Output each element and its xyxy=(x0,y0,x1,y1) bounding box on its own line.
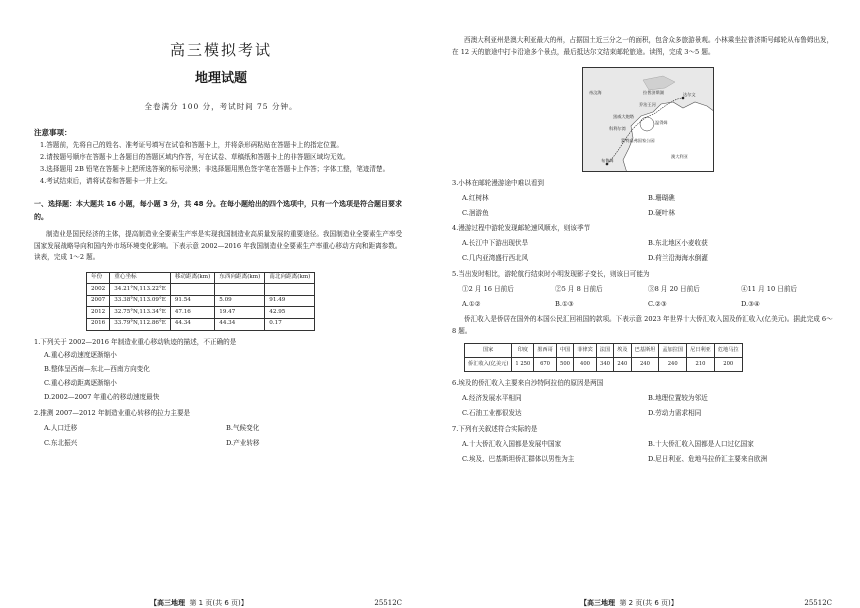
option-b[interactable]: B.东北地区小麦收获 xyxy=(648,239,708,248)
page-left xyxy=(0,0,430,607)
map-label: 温得姆 xyxy=(655,119,668,125)
option-d[interactable]: D.2002—2007 年重心的移动速度最快 xyxy=(44,393,160,402)
option-a[interactable]: A.长江中下游出现伏旱 xyxy=(462,239,529,248)
table-cell: 中国 xyxy=(556,344,573,358)
table-row xyxy=(87,295,315,307)
footer-pages: 第 2 页(共 6 页)】 xyxy=(619,599,678,607)
table-cell: 44.34 xyxy=(170,318,214,330)
table-header: 南北向距离(km) xyxy=(265,272,315,284)
table-cell: 200 xyxy=(714,358,742,372)
question-stem: 2.推测 2007—2012 年制造业重心转移的拉力主要是 xyxy=(34,408,191,417)
table-cell: 47.16 xyxy=(170,307,214,319)
table-cell: 2007 xyxy=(87,295,110,307)
table-cell: 19.47 xyxy=(215,307,265,319)
exam-title: 高三模拟考试 xyxy=(169,41,272,59)
notice-item: 2.请按题号顺序在答题卡上各题目的答题区域内作答，写在试卷、草稿纸和答题卡上的非答题区域均无效。 xyxy=(40,152,350,161)
options xyxy=(452,188,834,218)
option-c[interactable]: C.重心移动距离逐渐缩小 xyxy=(44,379,117,388)
options xyxy=(452,388,834,418)
options xyxy=(452,300,834,309)
map-label: 达尔文 xyxy=(683,91,696,97)
option-b[interactable]: B.十大侨汇收入国都是人口过亿国家 xyxy=(648,440,754,449)
table-cell: 210 xyxy=(687,358,715,372)
table-cell: 墨西哥 xyxy=(534,344,557,358)
option-d[interactable]: D.尼日利亚、危地马拉侨汇主要来自欧洲 xyxy=(648,454,768,463)
table-cell: 240 xyxy=(614,358,631,372)
intro-paragraph-2: 侨汇收入是侨居在国外的本国公民汇回祖国的款项。下表示意 2023 年世界十大侨汇收入国及侨汇收入(亿美元)。据此完成 6～8 题。 xyxy=(452,314,833,335)
table-cell: 400 xyxy=(574,358,597,372)
question-stem: 3.小林在邮轮漫游途中难以看到 xyxy=(452,178,545,187)
table-cell: 42.95 xyxy=(265,307,315,319)
notice-title: 注意事项： xyxy=(34,127,72,137)
question-4 xyxy=(452,224,834,263)
score-line: 全卷满分 100 分，考试时间 75 分钟。 xyxy=(144,101,298,111)
table-cell: 33.79°N,112.86°E xyxy=(110,318,171,330)
option-b[interactable]: B.地理位置较为邻近 xyxy=(648,394,708,403)
option-b[interactable]: B.①③ xyxy=(555,299,574,308)
table-cell: 巴基斯坦 xyxy=(631,344,659,358)
question-2 xyxy=(34,409,408,448)
question-5 xyxy=(452,270,834,309)
date-item: ④11 月 10 日前后 xyxy=(741,284,798,293)
question-1 xyxy=(34,338,408,402)
notice-item: 1.答题前，先将自己的姓名、准考证号填写在试卷和答题卡上，并将条形码粘贴在答题卡上的指定位置。 xyxy=(40,141,344,150)
table-cell: 44.34 xyxy=(215,318,265,330)
date-item: ①2 月 16 日前后 xyxy=(462,284,514,293)
options xyxy=(34,418,408,448)
table-cell: 2016 xyxy=(87,318,110,330)
section-title: 一、选择题：本大题共 16 小题，每小题 3 分，共 48 分。在每小题给出的四个选项中，只有一个选项是符合题目要求的。 xyxy=(34,199,402,221)
option-a[interactable]: A.十大侨汇收入国都是发展中国家 xyxy=(462,440,562,449)
table-cell: 240 xyxy=(659,358,687,372)
table-header-row xyxy=(87,272,315,284)
table-header: 重心坐标 xyxy=(110,272,171,284)
map-label: 布鲁姆 xyxy=(601,157,614,163)
table-cell: 埃及 xyxy=(614,344,631,358)
option-b[interactable]: B.气候变化 xyxy=(226,423,260,432)
option-a[interactable]: A.重心移动速度逐渐缩小 xyxy=(44,351,117,360)
table-header: 侨汇收入(亿美元) xyxy=(465,358,512,372)
table-cell: 91.49 xyxy=(265,295,315,307)
table-cell: 孟加拉国 xyxy=(659,344,687,358)
table-cell: 法国 xyxy=(596,344,613,358)
table-cell: 500 xyxy=(556,358,573,372)
map-label: 拉普济斯湖 xyxy=(643,89,664,95)
route-map xyxy=(582,67,714,172)
table-cell: 5.09 xyxy=(215,295,265,307)
question-stem: 7.下列有关叙述符合实际的是 xyxy=(452,425,538,434)
map-label: 帝汶海 xyxy=(589,89,602,95)
intro-paragraph: 西澳大利亚州是澳大利亚最大的州，占据国土近三分之一的面积，包含众多旅游景观。小林乘坐拉普济斯号邮轮从布鲁姆出发，在 12 天的旅途中打卡沿途多个景点，最后抵达尔文结束邮轮旅途。读图，完成 3～5 题。 xyxy=(452,36,834,56)
table-cell: 0.17 xyxy=(265,318,315,330)
map-label: 澳大利亚 xyxy=(671,153,688,159)
option-c[interactable]: C.几内亚湾盛行西北风 xyxy=(462,254,529,263)
option-b[interactable]: B.珊瑚礁 xyxy=(648,193,675,202)
table-row xyxy=(87,284,315,296)
map-label: 黑威大炮塔 xyxy=(613,113,634,119)
date-item: ③8 月 20 日前后 xyxy=(648,284,700,293)
options xyxy=(452,434,834,464)
options xyxy=(452,233,834,263)
table-row xyxy=(465,358,743,372)
table-cell xyxy=(215,284,265,296)
question-6 xyxy=(452,379,834,418)
date-item: ②5 月 8 日前后 xyxy=(555,284,603,293)
option-c[interactable]: C.东北振兴 xyxy=(44,438,78,447)
question-stem: 5.当出发时相比，游轮航行结束时小明发现影子变长，则该日可能为 xyxy=(452,270,650,279)
table-cell xyxy=(265,284,315,296)
option-a[interactable]: A.经济发展水平相同 xyxy=(462,394,522,403)
table-row xyxy=(87,318,315,330)
table-cell: 34.21°N,113.22°E xyxy=(110,284,171,296)
question-stem: 4.漫游过程中游轮发现邮轮速风顺水，则该季节 xyxy=(452,224,591,233)
option-c[interactable]: C.洄游鱼 xyxy=(462,208,489,217)
question-3 xyxy=(452,179,834,218)
option-d[interactable]: D.劳动力需求相同 xyxy=(648,409,702,418)
gravity-center-table xyxy=(86,272,315,331)
map-label: 科利尔湾 xyxy=(609,125,626,131)
option-c[interactable]: C.埃及、巴基斯坦侨汇群体以男性为主 xyxy=(462,454,575,463)
map-graphic xyxy=(583,68,714,172)
table-cell: 340 xyxy=(596,358,613,372)
table-cell: 1 250 xyxy=(512,358,534,372)
table-cell: 240 xyxy=(631,358,659,372)
option-b[interactable]: B.整体呈西南—东北—西南方向变化 xyxy=(44,365,150,374)
option-d[interactable]: D.产业转移 xyxy=(226,438,260,447)
table-cell: 32.75°N,113.34°E xyxy=(110,307,171,319)
table-header: 国家 xyxy=(465,344,512,358)
footer-subject: 【高三地理 xyxy=(580,599,615,607)
notice-list xyxy=(34,141,408,186)
question-stem: 6.埃及的侨汇收入主要来自沙特阿拉伯的原因是两国 xyxy=(452,379,604,388)
question-stem: 1.下列关于 2002—2016 年制造业重心移动轨迹的描述，不正确的是 xyxy=(34,337,237,346)
option-d[interactable]: D.硬叶林 xyxy=(648,208,675,217)
table-cell: 危地马拉 xyxy=(714,344,742,358)
table-cell: 91.54 xyxy=(170,295,214,307)
table-cell xyxy=(170,284,214,296)
table-row xyxy=(87,307,315,319)
table-cell: 印度 xyxy=(512,344,534,358)
table-cell: 菲律宾 xyxy=(574,344,597,358)
table-cell: 尼日利亚 xyxy=(687,344,715,358)
table-cell: 2012 xyxy=(87,307,110,319)
remittance-table xyxy=(464,343,743,372)
table-cell: 2002 xyxy=(87,284,110,296)
page-right xyxy=(430,0,860,607)
paper-code: 25512C xyxy=(374,599,402,607)
question-7 xyxy=(452,425,834,464)
table-row xyxy=(465,344,743,358)
notice-item: 4.考试结束后，请将试卷和答题卡一并上交。 xyxy=(40,176,172,185)
paper-code: 25512C xyxy=(804,599,832,607)
map-label: 蒙特高弗国家公园 xyxy=(621,137,655,143)
footer-pages: 第 1 页(共 6 页)】 xyxy=(189,599,248,607)
option-a[interactable]: A.人口迁移 xyxy=(44,423,78,432)
option-d[interactable]: D.荷兰沿海海水倒灌 xyxy=(648,254,708,263)
table-header: 年份 xyxy=(87,272,110,284)
notice-item: 3.选择题用 2B 铅笔在答题卡上把所选答案的标号涂黑；非选择题用黑色签字笔在答题卡上作答；字体工整，笔迹清楚。 xyxy=(40,164,390,173)
table-cell: 33.38°N,113.09°E xyxy=(110,295,171,307)
option-a[interactable]: A.红树林 xyxy=(462,193,489,202)
option-c[interactable]: C.②③ xyxy=(648,299,667,308)
intro-paragraph: 制造业是国民经济的主体，提高制造业全要素生产率是实现我国制造业高质量发展的重要途径。我国制造业全要素生产率受国家发展战略导向和国内外市场环境变化影响。下表示意 2002—2016 年我国制造业全要素生产率重心移动方向和距离参数。读表，完成 1～2 题。 xyxy=(34,230,403,262)
table-header: 移动距离(km) xyxy=(170,272,214,284)
table-cell: 670 xyxy=(534,358,557,372)
option-a[interactable]: A.①② xyxy=(462,299,481,308)
date-list xyxy=(452,285,834,294)
table-header: 东西向距离(km) xyxy=(215,272,265,284)
option-c[interactable]: C.石油工业都很发达 xyxy=(462,409,522,418)
option-d[interactable]: D.③④ xyxy=(741,299,760,308)
subject-title: 地理试题 xyxy=(194,71,247,87)
map-label: 乔治王河 xyxy=(639,101,656,107)
footer-subject: 【高三地理 xyxy=(150,599,185,607)
